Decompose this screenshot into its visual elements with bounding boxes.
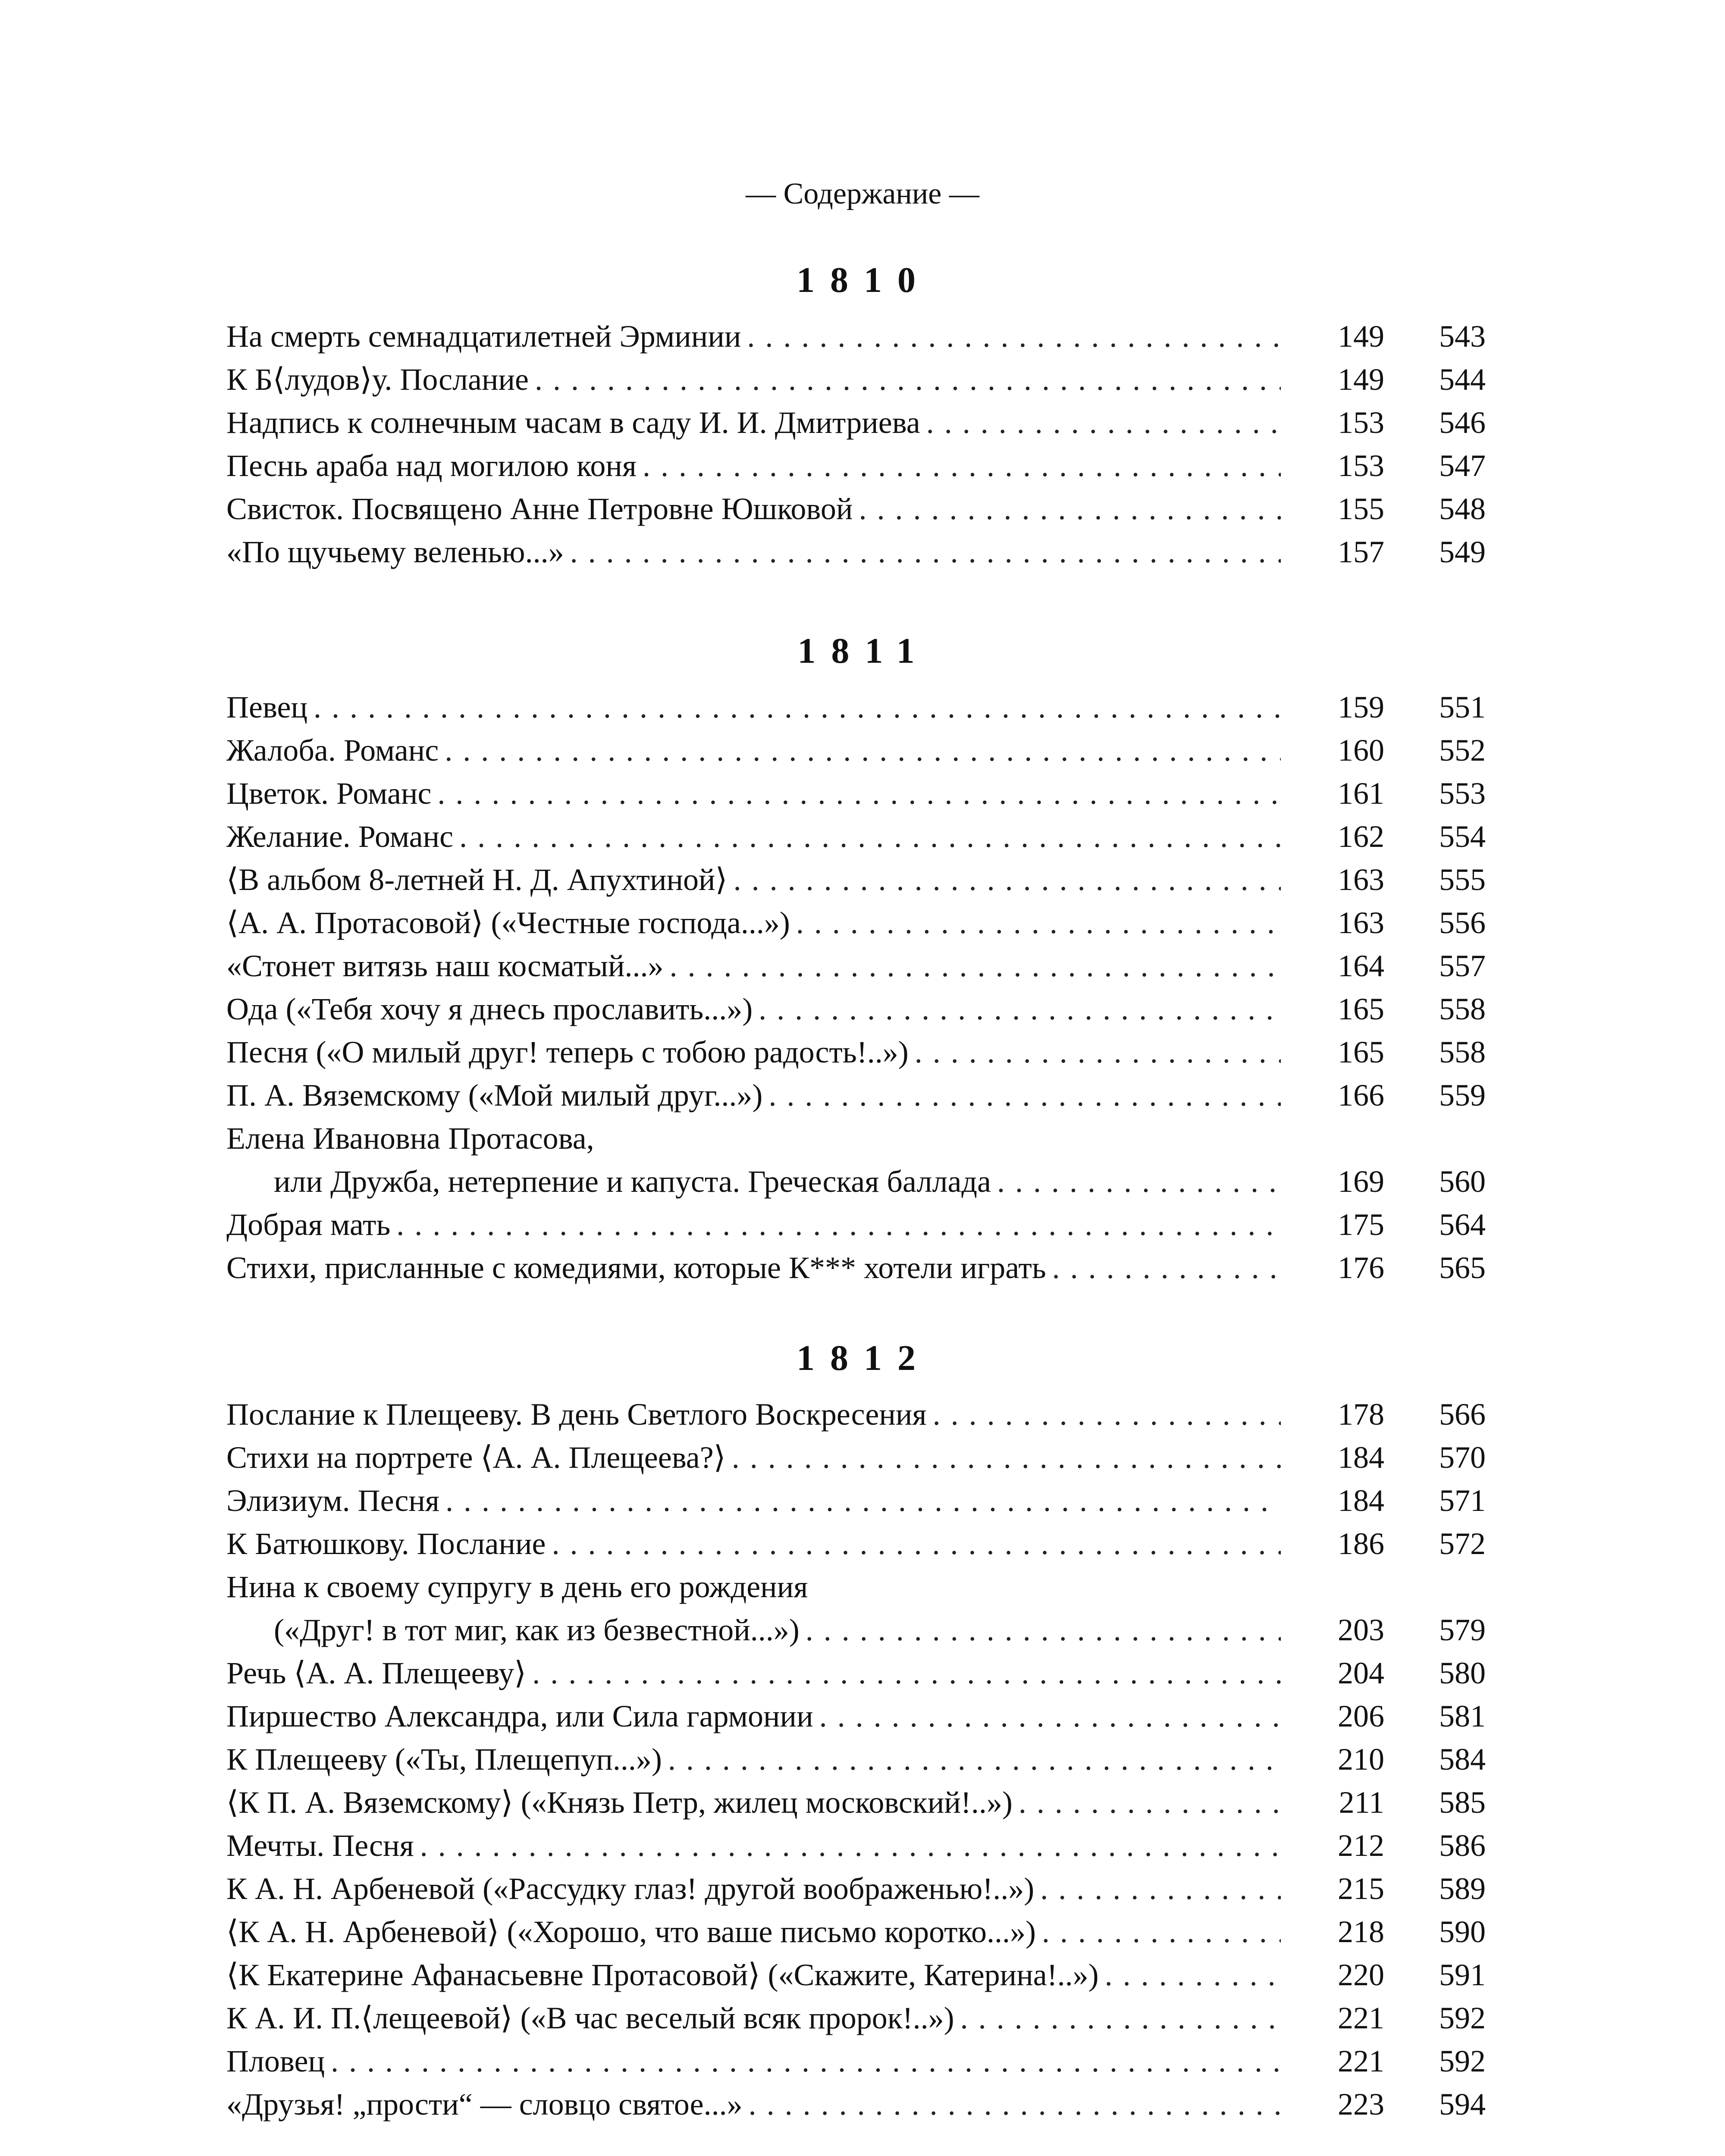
dot-leader (664, 944, 1281, 987)
text-page-number: 149 (1338, 319, 1384, 354)
toc-entry (226, 358, 1486, 401)
toc-entry (226, 1738, 1486, 1781)
commentary-page-number: 558 (1439, 1035, 1486, 1069)
text-page-number: 161 (1338, 776, 1384, 811)
text-page-number: 166 (1338, 1078, 1384, 1112)
text-page-number: 162 (1338, 819, 1384, 854)
commentary-page-number: 592 (1439, 2044, 1486, 2078)
dot-leader (1034, 1867, 1281, 1910)
dot-leader (927, 1393, 1281, 1436)
commentary-page-number: 548 (1439, 492, 1486, 526)
toc-section-1810 (226, 259, 1486, 573)
dot-leader (307, 686, 1281, 729)
text-page-number: 221 (1338, 2044, 1384, 2078)
toc-entry (226, 1436, 1486, 1479)
text-page-number: 165 (1338, 1035, 1384, 1069)
text-page-number: 164 (1338, 949, 1384, 983)
commentary-page-number: 559 (1439, 1078, 1486, 1112)
text-page-number: 186 (1338, 1526, 1384, 1561)
entry-title: Пиршество Александра, или Сила гармонии (226, 1699, 813, 1733)
dot-leader (564, 530, 1281, 573)
text-page-number: 169 (1338, 1164, 1384, 1199)
text-page-number: 203 (1338, 1613, 1384, 1647)
text-page-number: 218 (1338, 1915, 1384, 1949)
toc-entry (226, 1031, 1486, 1074)
entry-title: Стихи, присланные с комедиями, которые К*** хотели играть (226, 1250, 1046, 1285)
entry-title: К А. Н. Арбеневой («Рассудку глаз! другой воображенью!..») (226, 1871, 1035, 1906)
dot-leader (991, 1160, 1281, 1203)
commentary-page-number: 592 (1439, 2001, 1486, 2035)
text-page-number: 212 (1338, 1828, 1384, 1863)
text-page-number: 175 (1338, 1207, 1384, 1242)
dot-leader (1046, 1246, 1281, 1289)
entry-title-continuation: или Дружба, нетерпение и капуста. Греческая баллада (274, 1164, 991, 1199)
text-page-number: 211 (1339, 1785, 1384, 1820)
dot-leader (325, 2040, 1281, 2083)
toc-entry (226, 944, 1486, 987)
dot-leader (790, 901, 1281, 944)
dot-leader (637, 444, 1281, 487)
text-page-number: 163 (1338, 862, 1384, 897)
entry-title: Цветок. Романс (226, 776, 432, 811)
commentary-page-number: 591 (1439, 1958, 1486, 1992)
dot-leader (741, 315, 1281, 358)
toc-section-1812 (226, 1337, 1486, 2126)
dot-leader (743, 2083, 1281, 2126)
toc-entry (226, 1160, 1486, 1203)
entry-title: Елена Ивановна Протасова, (226, 1121, 594, 1156)
toc-entry (226, 444, 1486, 487)
toc-entry-title-line (226, 1117, 1486, 1160)
text-page-number: 149 (1338, 362, 1384, 397)
entry-title: Мечты. Песня (226, 1828, 414, 1863)
text-page-number: 210 (1338, 1742, 1384, 1777)
commentary-page-number: 546 (1439, 405, 1486, 440)
dot-leader (1099, 1953, 1281, 1996)
dot-leader (439, 729, 1281, 772)
text-page-number: 155 (1338, 492, 1384, 526)
text-page-number: 220 (1338, 1958, 1384, 1992)
dot-leader (853, 487, 1281, 530)
entry-title: ⟨К А. Н. Арбеневой⟩ («Хорошо, что ваше письмо коротко...») (226, 1915, 1036, 1949)
toc-entry (226, 1203, 1486, 1246)
toc-entry (226, 686, 1486, 729)
dot-leader (431, 772, 1281, 815)
entry-title: Жалоба. Романс (226, 733, 439, 768)
commentary-page-number: 554 (1439, 819, 1486, 854)
text-page-number: 176 (1338, 1250, 1384, 1285)
commentary-page-number: 585 (1439, 1785, 1486, 1820)
dot-leader (728, 858, 1281, 901)
commentary-page-number: 580 (1439, 1656, 1486, 1690)
dot-leader (800, 1608, 1281, 1651)
dot-leader (662, 1738, 1281, 1781)
entry-title: Певец (226, 690, 308, 724)
commentary-page-number: 581 (1439, 1699, 1486, 1733)
text-page-number: 206 (1338, 1699, 1384, 1733)
entry-title: К Плещееву («Ты, Плещепуп...») (226, 1742, 662, 1777)
text-page-number: 204 (1338, 1656, 1384, 1690)
dot-leader (813, 1695, 1281, 1738)
entry-title: «Стонет витязь наш косматый...» (226, 949, 664, 983)
text-page-number: 184 (1338, 1483, 1384, 1518)
entry-title: Ода («Тебя хочу я днесь прославить...») (226, 992, 753, 1026)
commentary-page-number: 571 (1439, 1483, 1486, 1518)
section-year-heading: 1810 (797, 260, 931, 300)
toc-entry (226, 530, 1486, 573)
commentary-page-number: 553 (1439, 776, 1486, 811)
commentary-page-number: 579 (1439, 1613, 1486, 1647)
toc-entry (226, 772, 1486, 815)
dot-leader (726, 1436, 1281, 1479)
entry-title: Надпись к солнечным часам в саду И. И. Дмитриева (226, 405, 920, 440)
entry-title: Добрая мать (226, 1207, 391, 1242)
entry-title: Желание. Романс (226, 819, 454, 854)
toc-entry (226, 815, 1486, 858)
commentary-page-number: 560 (1439, 1164, 1486, 1199)
section-year-heading: 1812 (797, 1338, 931, 1378)
text-page-number: 221 (1338, 2001, 1384, 2035)
dot-leader (1013, 1781, 1281, 1824)
toc-section-1811 (226, 630, 1486, 1289)
toc-entry (226, 315, 1486, 358)
dot-leader (390, 1203, 1281, 1246)
commentary-page-number: 558 (1439, 992, 1486, 1026)
toc-entry (226, 1824, 1486, 1867)
entry-title: Песня («О милый друг! теперь с тобою радость!..») (226, 1035, 909, 1069)
commentary-page-number: 586 (1439, 1828, 1486, 1863)
text-page-number: 165 (1338, 992, 1384, 1026)
dot-leader (1036, 1910, 1281, 1953)
commentary-page-number: 547 (1439, 448, 1486, 483)
toc-entry (226, 1651, 1486, 1695)
dot-leader (439, 1479, 1281, 1522)
toc-entry (226, 1867, 1486, 1910)
toc-entry (226, 487, 1486, 530)
toc-entry (226, 2040, 1486, 2083)
entry-title: ⟨К Екатерине Афанасьевне Протасовой⟩ («Скажите, Катерина!..») (226, 1958, 1099, 1992)
dot-leader (453, 815, 1281, 858)
commentary-page-number: 549 (1439, 535, 1486, 569)
entry-title: ⟨В альбом 8-летней Н. Д. Апухтиной⟩ (226, 862, 728, 897)
commentary-page-number: 584 (1439, 1742, 1486, 1777)
dot-leader (762, 1074, 1281, 1117)
toc-entry (226, 1074, 1486, 1117)
commentary-page-number: 564 (1439, 1207, 1486, 1242)
toc-entry (226, 987, 1486, 1031)
entry-title: Нина к своему супругу в день его рождения (226, 1570, 808, 1604)
text-page-number: 223 (1338, 2087, 1384, 2122)
toc-entry (226, 401, 1486, 444)
dot-leader (526, 1651, 1281, 1695)
entry-title: Свисток. Посвящено Анне Петровне Юшковой (226, 492, 853, 526)
toc-entry (226, 729, 1486, 772)
entry-title: К Б⟨лудов⟩у. Послание (226, 362, 529, 397)
dot-leader (529, 358, 1281, 401)
dot-leader (414, 1824, 1281, 1867)
commentary-page-number: 555 (1439, 862, 1486, 897)
entry-title: Стихи на портрете ⟨А. А. Плещеева?⟩ (226, 1440, 726, 1475)
commentary-page-number: 551 (1439, 690, 1486, 724)
text-page-number: 159 (1338, 690, 1384, 724)
running-head: — Содержание — (746, 177, 979, 210)
toc-entry (226, 1246, 1486, 1289)
commentary-page-number: 544 (1439, 362, 1486, 397)
commentary-page-number: 570 (1439, 1440, 1486, 1475)
dot-leader (909, 1031, 1281, 1074)
commentary-page-number: 543 (1439, 319, 1486, 354)
entry-title: «Друзья! „прости“ — словцо святое...» (226, 2087, 743, 2122)
section-year-heading: 1811 (797, 631, 930, 671)
entry-title: Песнь араба над могилою коня (226, 448, 637, 483)
toc-entry (226, 1393, 1486, 1436)
commentary-page-number: 552 (1439, 733, 1486, 768)
commentary-page-number: 594 (1439, 2087, 1486, 2122)
commentary-page-number: 590 (1439, 1915, 1486, 1949)
entry-title-continuation: («Друг! в тот миг, как из безвестной...») (274, 1613, 800, 1647)
text-page-number: 160 (1338, 733, 1384, 768)
text-page-number: 163 (1338, 906, 1384, 940)
toc-entry (226, 1608, 1486, 1651)
toc-entry-title-line (226, 1565, 1486, 1608)
entry-title: К Батюшкову. Послание (226, 1526, 546, 1561)
text-page-number: 178 (1338, 1397, 1384, 1432)
text-page-number: 184 (1338, 1440, 1384, 1475)
text-page-number: 153 (1338, 448, 1384, 483)
toc-entry (226, 858, 1486, 901)
toc-entry (226, 1910, 1486, 1953)
entry-title: Пловец (226, 2044, 325, 2078)
commentary-page-number: 556 (1439, 906, 1486, 940)
dot-leader (753, 987, 1281, 1031)
entry-title: «По щучьему веленью...» (226, 535, 564, 569)
toc-entry (226, 1996, 1486, 2040)
dot-leader (920, 401, 1281, 444)
toc-entry (226, 1479, 1486, 1522)
entry-title: Речь ⟨А. А. Плещееву⟩ (226, 1656, 527, 1690)
dot-leader (954, 1996, 1281, 2040)
toc-entry (226, 1953, 1486, 1996)
entry-title: П. А. Вяземскому («Мой милый друг...») (226, 1078, 763, 1112)
commentary-page-number: 565 (1439, 1250, 1486, 1285)
text-page-number: 215 (1338, 1871, 1384, 1906)
commentary-page-number: 589 (1439, 1871, 1486, 1906)
toc-entry (226, 1522, 1486, 1565)
text-page-number: 153 (1338, 405, 1384, 440)
text-page-number: 157 (1338, 535, 1384, 569)
commentary-page-number: 557 (1439, 949, 1486, 983)
entry-title: ⟨К П. А. Вяземскому⟩ («Князь Петр, жилец московский!..») (226, 1785, 1013, 1820)
dot-leader (546, 1522, 1281, 1565)
toc-entry (226, 1781, 1486, 1824)
toc-entry (226, 2083, 1486, 2126)
entry-title: На смерть семнадцатилетней Эрминии (226, 319, 741, 354)
entry-title: Послание к Плещееву. В день Светлого Воскресения (226, 1397, 927, 1432)
entry-title: Элизиум. Песня (226, 1483, 439, 1518)
entry-title: ⟨А. А. Протасовой⟩ («Честные господа...») (226, 906, 790, 940)
toc-entry (226, 1695, 1486, 1738)
toc-entry (226, 901, 1486, 944)
entry-title: К А. И. П.⟨лещеевой⟩ («В час веселый всяк пророк!..») (226, 2001, 954, 2035)
commentary-page-number: 572 (1439, 1526, 1486, 1561)
commentary-page-number: 566 (1439, 1397, 1486, 1432)
